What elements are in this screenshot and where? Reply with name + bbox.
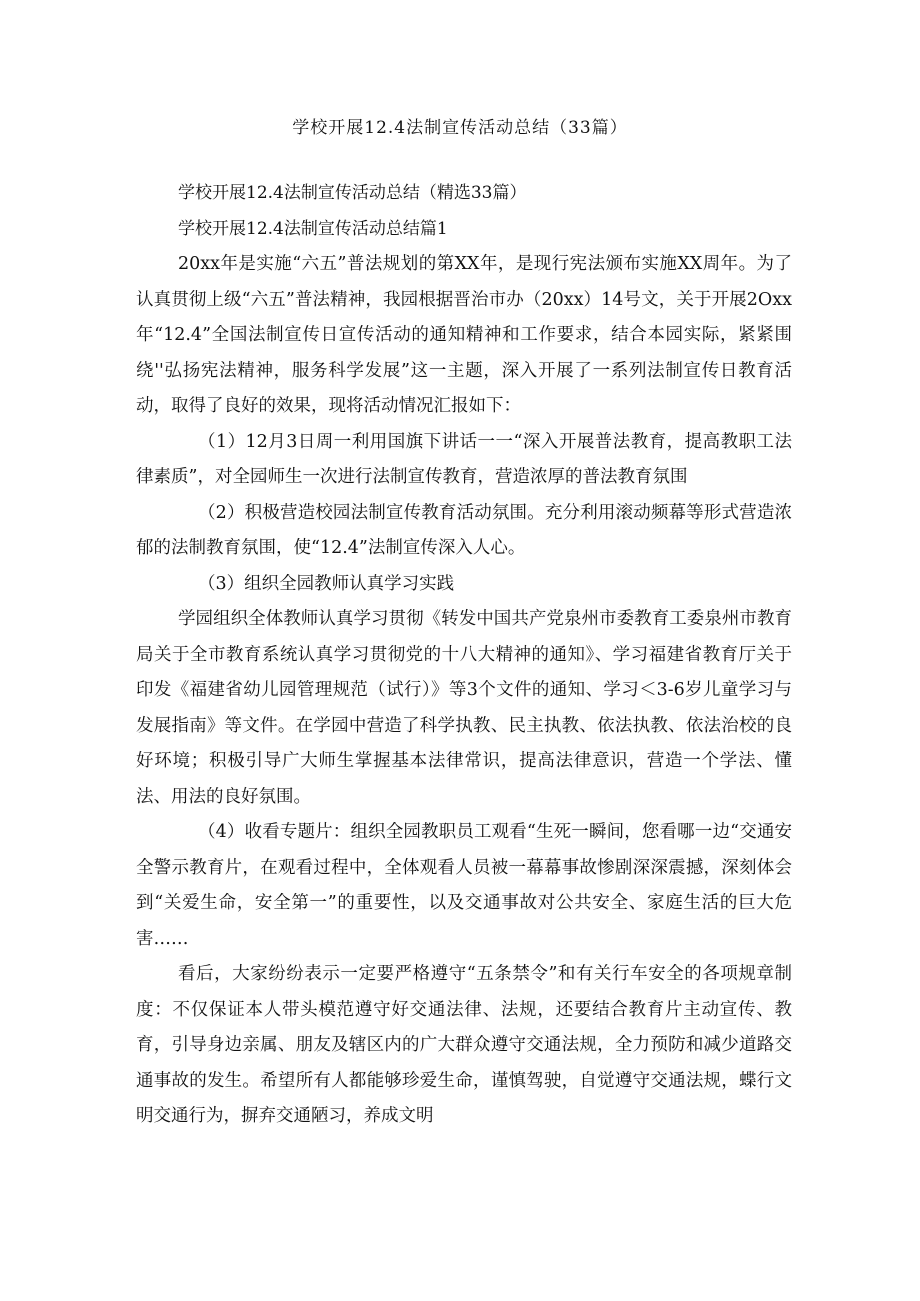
paragraph-intro: 20xx年是实施“六五”普法规划的第XX年，是现行宪法颁布实施XX周年。为了认真贯彻上级“六五”普法精神，我园根据晋治市办（20xx）14号文，关于开展2Oxx年“12.4”全国法制宣传日宣传活动的通知精神和工作要求，结合本园实际，紧紧围绕''弘扬宪法精神，服务科学发展”这一主题，深入开展了一系列法制宣传日教育活动，取得了良好的效果，现将活动情况汇报如下：: [136, 254, 792, 416]
paragraph-study: 学园组织全体教师认真学习贯彻《转发中国共产党泉州市委教育工委泉州市教育局关于全市教育系统认真学习贯彻党的十八大精神的通知》、学习福建省教育厅关于印发《福建省幼儿园管理规范（试行）》等3个文件的通知、学习＜3-6岁儿童学习与发展指南》等文件。在学园中营造了科学执教、民主执教、依法执教、依法治校的良好环境；积极引导广大师生掌握基本法律常识，提高法律意识，营造一个学法、懂法、用法的良好氛围。: [136, 609, 792, 807]
subtitle: 学校开展12.4法制宣传活动总结（精选33篇）: [178, 183, 527, 203]
document-title: 学校开展12.4法制宣传活动总结（33篇）: [292, 118, 628, 138]
paragraph-item-1: （1）12月3日周一利用国旗下讲话一一“深入开展普法教育，提高教职工法律素质”，对全园师生一次进行法制宣传教育，营造浓厚的普法教育氛围: [136, 431, 792, 487]
paragraph-item-3: （3）组织全园教师认真学习实践: [198, 573, 455, 594]
paragraph-conclusion: 看后，大家纷纷表示一定要严格遵守“五条禁令”和有关行车安全的各项规章制度：不仅保证本人带头模范遵守好交通法律、法规，还要结合教育片主动宣传、教育，引导身边亲属、朋友及辖区内的广大群众遵守交通法规，全力预防和减少道路交通事故的发生。希望所有人都能够珍爱生命，谨慎驾驶，自觉遵守交通法规，蝶行文明交通行为，摒弃交通陋习，养成文明: [136, 964, 792, 1126]
document-body: [136, 176, 792, 1135]
paragraph-item-2: （2）积极营造校园法制宣传教育活动氛围。充分利用滚动频幕等形式营造浓郁的法制教育氛围，使“12.4”法制宣传深入人心。: [136, 502, 792, 558]
paragraph-item-4: （4）收看专题片：组织全园教职员工观看“生死一瞬间，您看哪一边“交通安全警示教育片，在观看过程中，全体观看人员被一幕幕事故惨剧深深震撼，深刻体会到“关爱生命，安全第一”的重要性，以及交通事故对公共安全、家庭生活的巨大危害……: [136, 822, 792, 949]
section-heading: 学校开展12.4法制宣传活动总结篇1: [178, 218, 448, 239]
